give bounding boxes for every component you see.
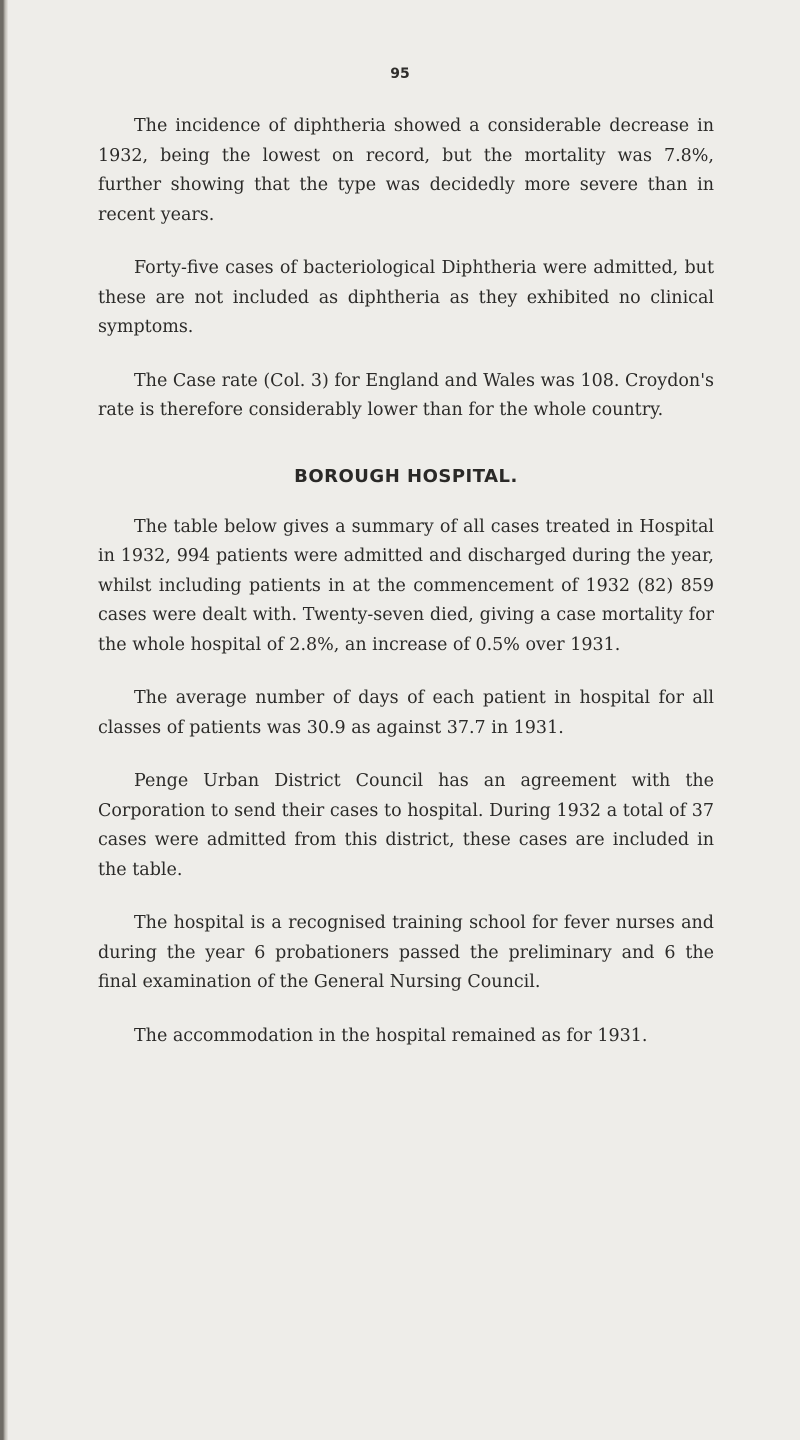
page-binding-edge (0, 0, 8, 1440)
paragraph-hospital-summary: The table below gives a summary of all cases treated in Hospital in 1932, 994 patients were admitted and discharged during the year, whilst including patients in at the commencement of 1932 (82) 859 cases were dealt with. Twenty-seven died, giving a case mortality for the whole hospital of 2.8%, an increase of 0.5% over 1931. (98, 516, 714, 655)
section-heading: BOROUGH HOSPITAL. (294, 465, 518, 487)
document-body (98, 112, 714, 1075)
paragraph-case-rate: The Case rate (Col. 3) for England and Wales was 108. Croydon's rate is therefore considerably lower than for the whole country. (98, 370, 714, 420)
paragraph-accommodation: The accommodation in the hospital remained as for 1931. (134, 1025, 648, 1046)
paragraph-penge-agreement: Penge Urban District Council has an agreement with the Corporation to send their cases to hospital. During 1932 a total of 37 cases were admitted from this district, these cases are included in the table. (98, 771, 714, 880)
paragraph-bacteriological-cases: Forty-five cases of bacteriological Diphtheria were admitted, but these are not included as diphtheria as they exhibited no clinical symptoms. (98, 258, 714, 337)
paragraph-diphtheria-incidence: The incidence of diphtheria showed a considerable decrease in 1932, being the lowest on record, but the mortality was 7.8%, further showing that the type was decidedly more severe than in recent years. (98, 116, 714, 225)
page-number: 95 (390, 66, 410, 82)
paragraph-average-days: The average number of days of each patient in hospital for all classes of patients was 30.9 as against 37.7 in 1931. (98, 688, 714, 738)
paragraph-training-school: The hospital is a recognised training school for fever nurses and during the year 6 probationers passed the preliminary and 6 the final examination of the General Nursing Council. (98, 913, 714, 992)
